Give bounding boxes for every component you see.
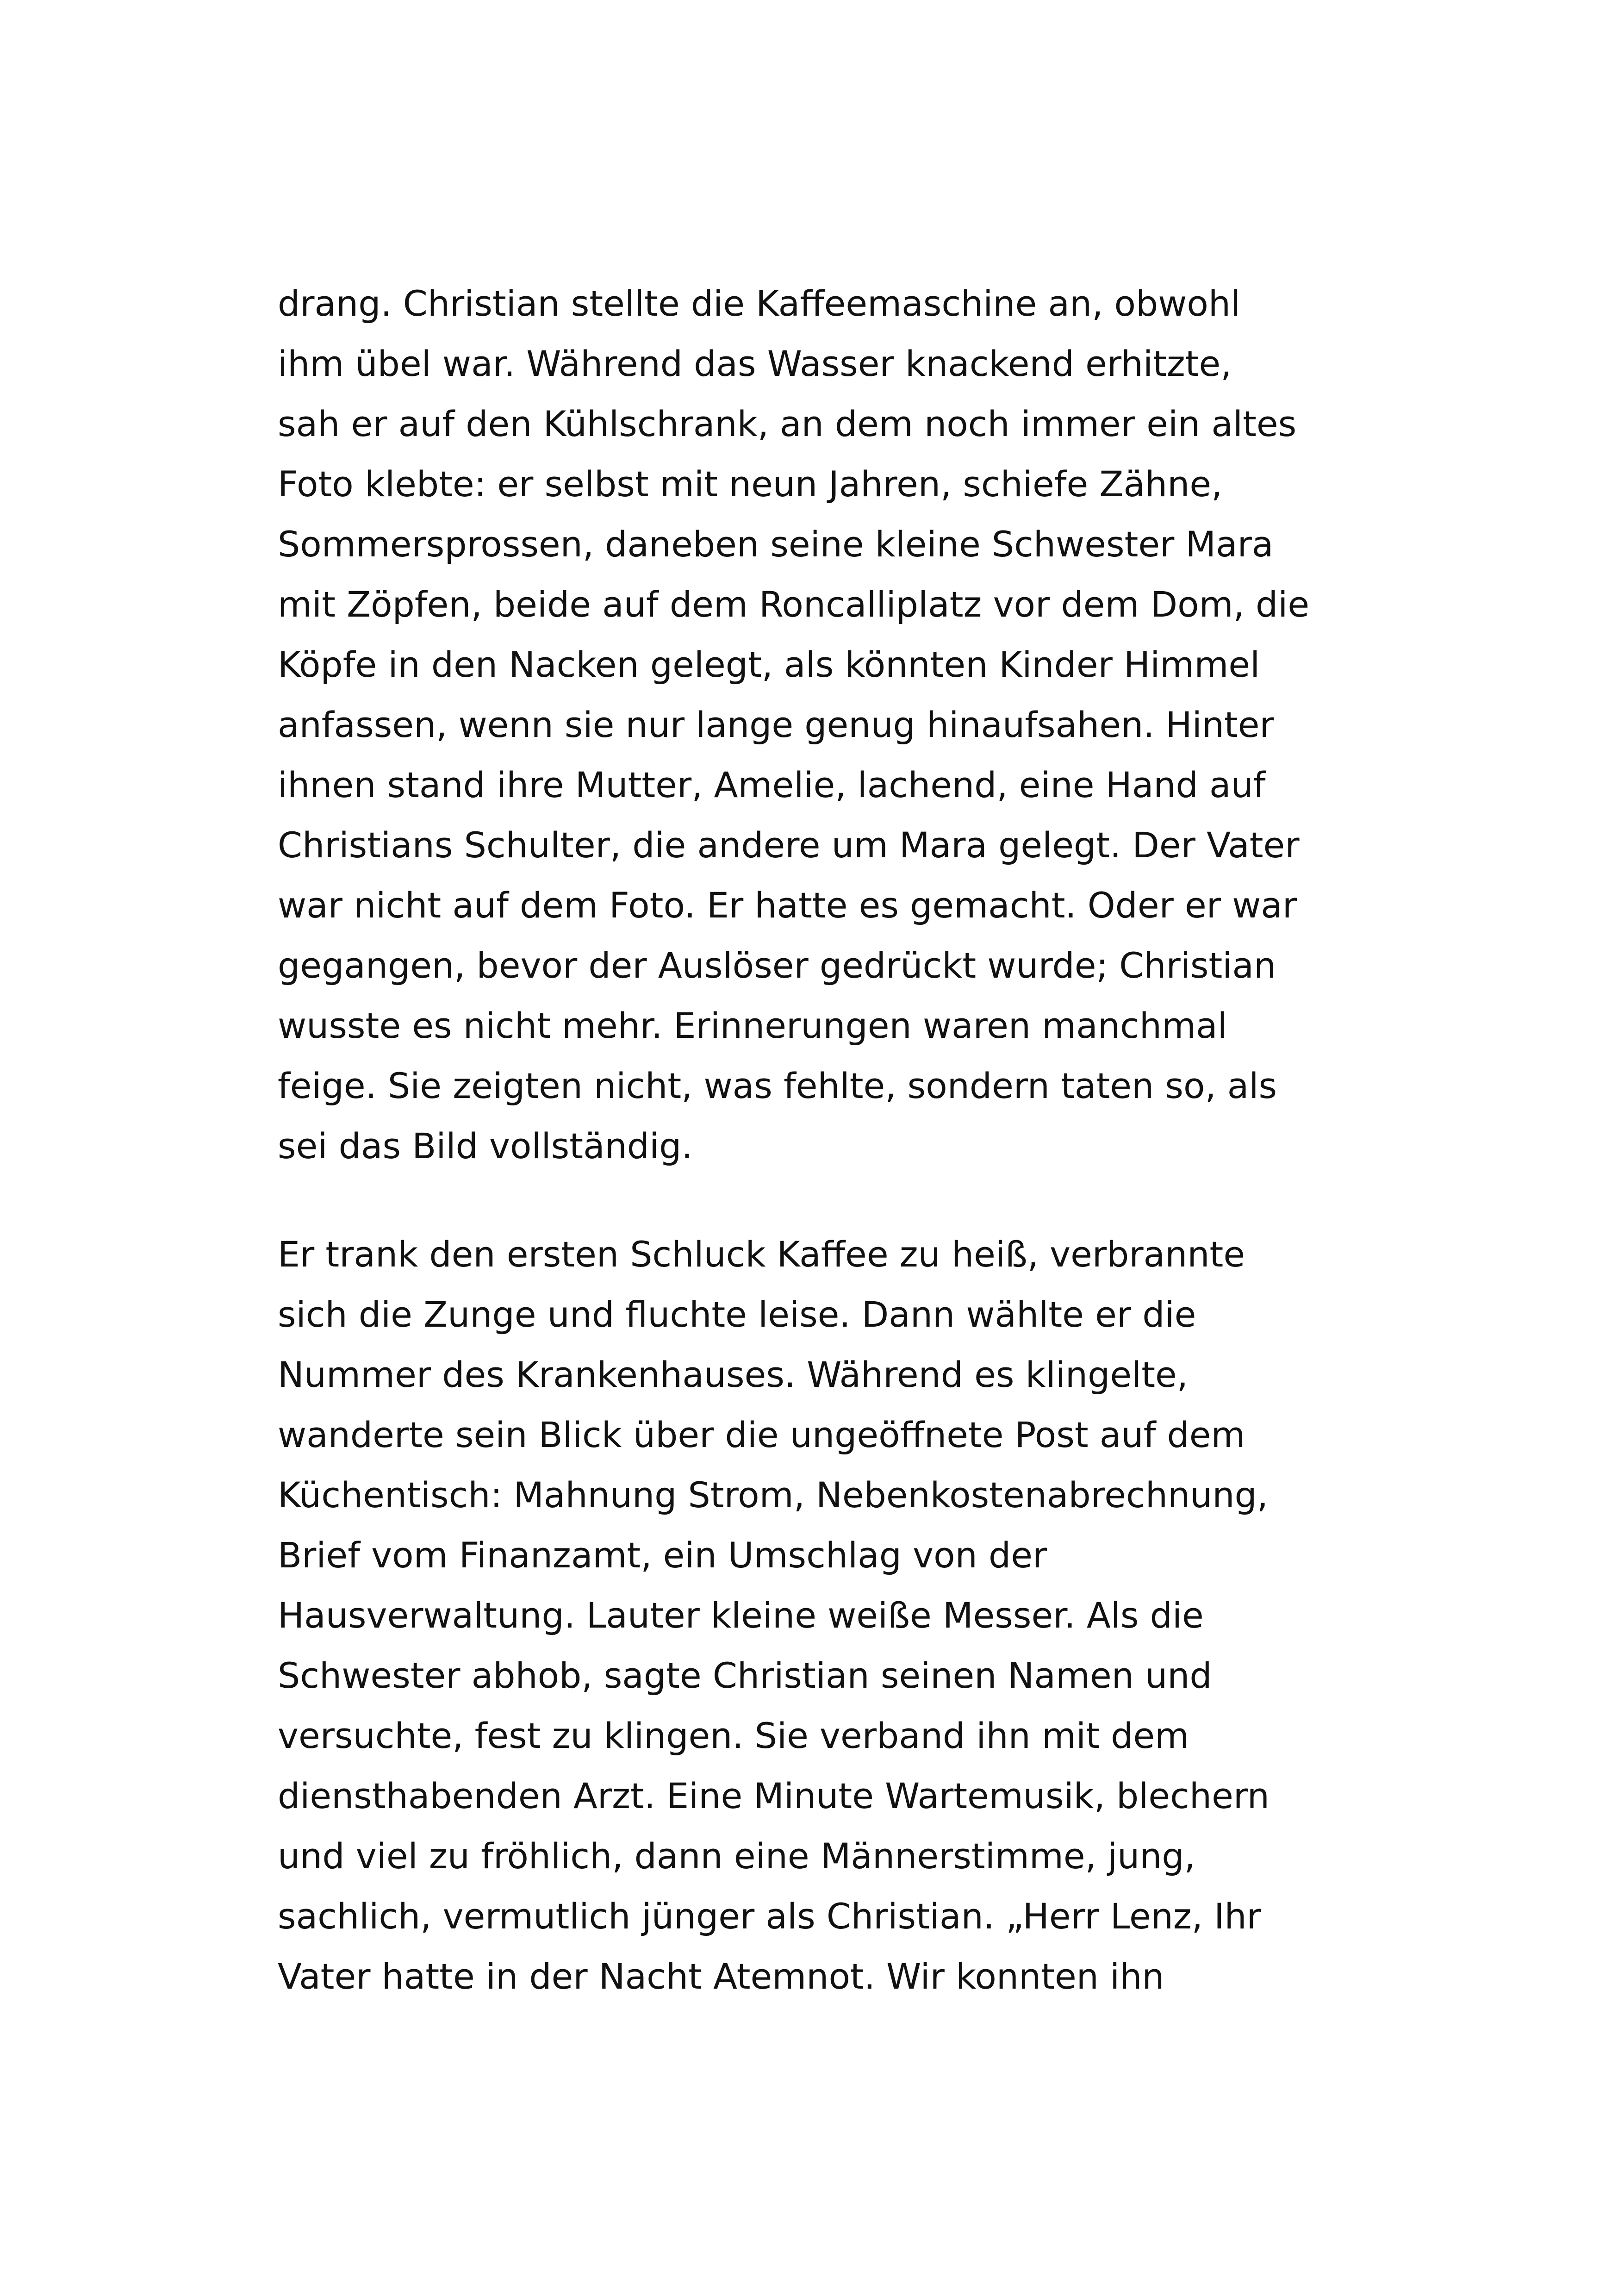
text-line: gegangen, bevor der Auslöser gedrückt wurde; Christian (278, 945, 1276, 986)
paragraph-2 (278, 1224, 1356, 2007)
text-line: und viel zu fröhlich, dann eine Männerstimme, jung, (278, 1835, 1195, 1877)
text-line: Hausverwaltung. Lauter kleine weiße Messer. Als die (278, 1595, 1204, 1636)
text-line: Küchentisch: Mahnung Strom, Nebenkostenabrechnung, (278, 1474, 1268, 1516)
text-line: Sommersprossen, daneben seine kleine Schwester Mara (278, 524, 1274, 565)
text-line: sah er auf den Kühlschrank, an dem noch immer ein altes (278, 403, 1297, 444)
text-line: Köpfe in den Nacken gelegt, als könnten Kinder Himmel (278, 644, 1260, 685)
text-line: sich die Zunge und fluchte leise. Dann wählte er die (278, 1294, 1196, 1335)
text-line: diensthabenden Arzt. Eine Minute Wartemusik, blechern (278, 1775, 1270, 1816)
paragraph-1 (278, 274, 1356, 1176)
text-line: ihnen stand ihre Mutter, Amelie, lachend, eine Hand auf (278, 764, 1266, 805)
text-line: anfassen, wenn sie nur lange genug hinaufsahen. Hinter (278, 704, 1274, 745)
text-line: feige. Sie zeigten nicht, was fehlte, sondern taten so, als (278, 1065, 1277, 1106)
text-line: Schwester abhob, sagte Christian seinen Namen und (278, 1655, 1212, 1696)
text-line: versuchte, fest zu klingen. Sie verband ihn mit dem (278, 1715, 1189, 1756)
text-line: war nicht auf dem Foto. Er hatte es gemacht. Oder er war (278, 885, 1297, 926)
text-line: Er trank den ersten Schluck Kaffee zu heiß, verbrannte (278, 1234, 1245, 1275)
text-line: Nummer des Krankenhauses. Während es klingelte, (278, 1354, 1188, 1395)
text-line: mit Zöpfen, beide auf dem Roncalliplatz vor dem Dom, die (278, 584, 1310, 625)
text-line: wanderte sein Blick über die ungeöffnete Post auf dem (278, 1414, 1245, 1455)
text-line: sei das Bild vollständig. (278, 1125, 693, 1167)
text-line: drang. Christian stellte die Kaffeemaschine an, obwohl (278, 283, 1241, 324)
text-line: sachlich, vermutlich jünger als Christian. „Herr Lenz, Ihr (278, 1896, 1261, 1937)
text-line: Foto klebte: er selbst mit neun Jahren, schiefe Zähne, (278, 463, 1223, 505)
text-line: ihm übel war. Während das Wasser knackend erhitzte, (278, 343, 1232, 384)
text-line: Brief vom Finanzamt, ein Umschlag von der (278, 1535, 1047, 1576)
text-line: wusste es nicht mehr. Erinnerungen waren manchmal (278, 1005, 1227, 1046)
text-line: Vater hatte in der Nacht Atemnot. Wir konnten ihn (278, 1956, 1164, 1997)
text-line: Christians Schulter, die andere um Mara gelegt. Der Vater (278, 824, 1300, 866)
